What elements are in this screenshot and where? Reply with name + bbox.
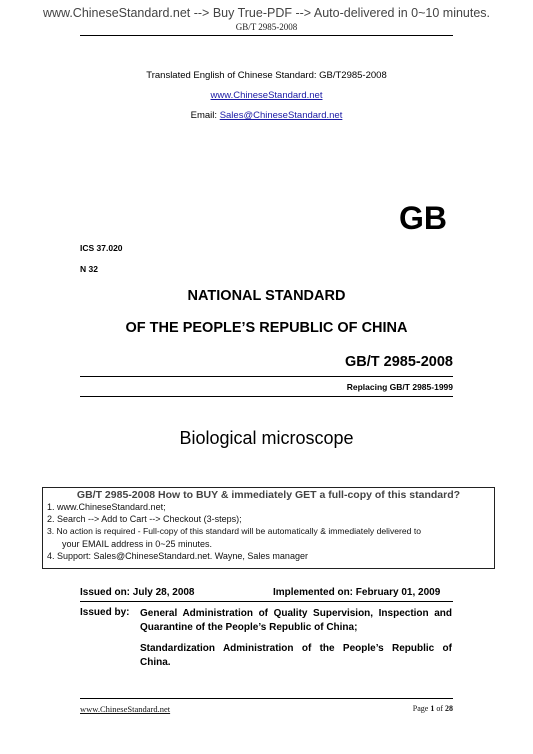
footer-website-link[interactable]: www.ChineseStandard.net <box>80 704 171 714</box>
email-label: Email: <box>190 110 220 121</box>
page-label: Page <box>412 704 431 713</box>
standard-code: GB/T 2985-2008 <box>344 354 453 370</box>
page-total: 28 <box>445 704 453 713</box>
email-link[interactable]: Sales@ChineseStandard.net <box>219 110 343 121</box>
buy-info-box <box>42 487 495 569</box>
national-standard-line2: OF THE PEOPLE’S REPUBLIC OF CHINA <box>125 320 408 336</box>
replacing-code: Replacing GB/T 2985-1999 <box>346 382 453 392</box>
ccs-code: N 32 <box>80 264 98 274</box>
national-standard-line1: NATIONAL STANDARD <box>187 288 346 304</box>
buy-box-line: 1. www.ChineseStandard.net; <box>47 502 166 512</box>
ics-code: ICS 37.020 <box>80 243 123 253</box>
header-rule <box>80 35 453 36</box>
issued-by-authority-2: Standardization Administration of the People’s Republic of China. <box>140 643 452 668</box>
replacing-rule <box>80 396 453 397</box>
page-current: 1 <box>430 704 435 713</box>
buy-box-line: your EMAIL address in 0~25 minutes. <box>47 538 212 549</box>
issue-rule <box>80 601 453 602</box>
buy-box-heading: GB/T 2985-2008 How to BUY & immediately GET a full-copy of this standard? <box>76 489 461 501</box>
gb-logo: GB <box>399 200 447 236</box>
document-title: Biological microscope <box>179 428 354 448</box>
email-line <box>0 110 533 121</box>
buy-box-line: 3. No action is required - Full-copy of this standard will be automatically & immediately delivered to <box>47 526 421 537</box>
page-of: of <box>434 704 445 713</box>
issued-by-authority-1: General Administration of Quality Supervision, Inspection and Quarantine of the People’s Republic of China; <box>140 608 452 633</box>
website-line <box>0 90 533 101</box>
issued-on: Issued on: July 28, 2008 <box>80 587 195 598</box>
issued-by-label: Issued by: <box>80 607 130 618</box>
code-rule <box>80 376 453 377</box>
buy-box-line: 2. Search --> Add to Cart --> Checkout (3-steps); <box>47 514 242 525</box>
website-link[interactable]: www.ChineseStandard.net <box>210 90 323 101</box>
implemented-on: Implemented on: February 01, 2009 <box>273 587 441 598</box>
translation-line: Translated English of Chinese Standard: GB/T2985-2008 <box>146 70 387 81</box>
footer-page-number <box>413 704 453 713</box>
buy-box-line: 4. Support: Sales@ChineseStandard.net. Wayne, Sales manager <box>47 550 308 561</box>
top-banner: www.ChineseStandard.net --> Buy True-PDF --> Auto-delivered in 0~10 minutes. <box>42 6 491 20</box>
footer-rule <box>80 698 453 699</box>
header-doc-code: GB/T 2985-2008 <box>235 22 298 32</box>
